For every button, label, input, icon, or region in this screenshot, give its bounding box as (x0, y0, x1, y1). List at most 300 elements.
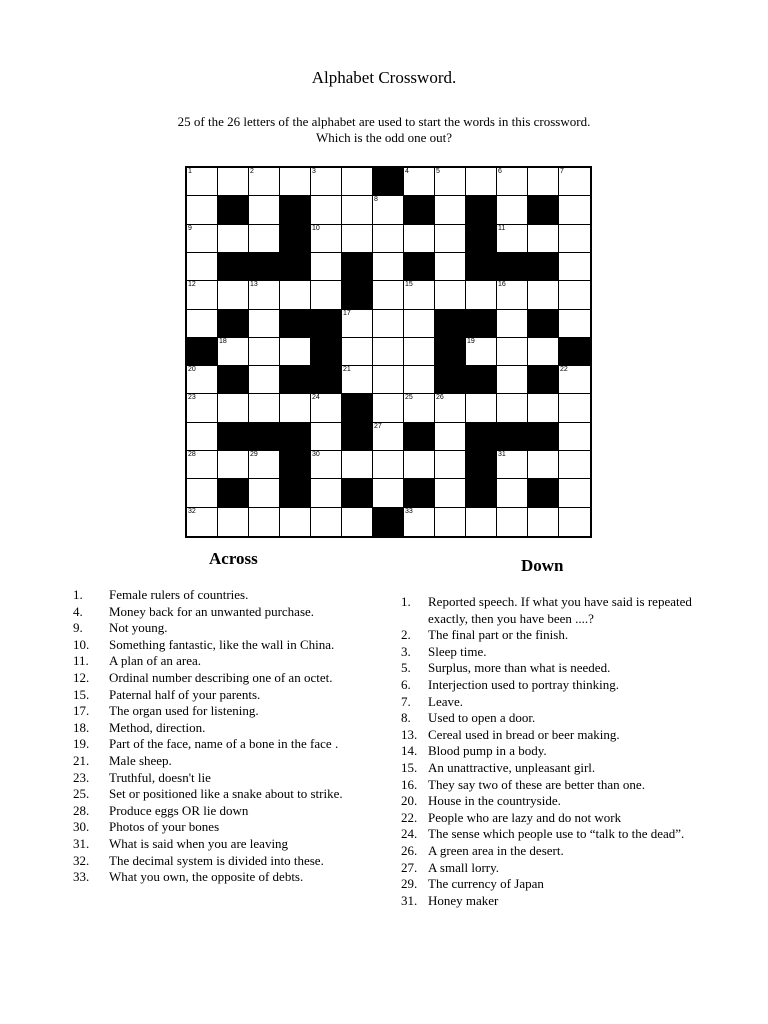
down-clue (401, 743, 701, 760)
grid-block (218, 196, 249, 224)
grid-cell[interactable] (435, 225, 466, 253)
clue-text: Set or positioned like a snake about to strike. (109, 786, 343, 802)
grid-block (218, 310, 249, 338)
grid-cell[interactable] (311, 225, 342, 253)
grid-cell[interactable] (311, 196, 342, 224)
clue-number: 30. (73, 819, 90, 835)
clue-number: 9. (73, 620, 83, 636)
grid-block (435, 338, 466, 366)
grid-cell[interactable] (373, 253, 404, 281)
grid-cell[interactable] (280, 508, 311, 536)
clue-text: The decimal system is divided into these. (109, 852, 324, 868)
grid-cell[interactable] (342, 310, 373, 338)
grid-cell[interactable] (373, 196, 404, 224)
grid-block (311, 366, 342, 394)
clue-number: 25. (73, 786, 90, 802)
across-clue (73, 853, 403, 870)
grid-cell[interactable] (249, 196, 280, 224)
grid-cell[interactable] (249, 366, 280, 394)
grid-block (249, 253, 280, 281)
grid-cell[interactable] (373, 394, 404, 422)
clue-text: Reported speech. If what you have said is repeated exactly, then you have been ....? (428, 594, 692, 626)
grid-cell[interactable] (404, 366, 435, 394)
cell-number: 7 (560, 168, 564, 175)
grid-cell[interactable] (373, 338, 404, 366)
grid-cell[interactable] (559, 168, 590, 196)
clue-number: 1. (401, 594, 411, 609)
down-clue (401, 727, 701, 744)
grid-cell[interactable] (559, 366, 590, 394)
clue-number: 6. (401, 676, 411, 692)
grid-cell[interactable] (280, 338, 311, 366)
clue-number: 32. (73, 852, 90, 868)
grid-cell[interactable] (218, 281, 249, 309)
grid-cell[interactable] (435, 479, 466, 507)
cell-number: 28 (188, 451, 196, 459)
grid-block (404, 423, 435, 451)
grid-cell[interactable] (435, 196, 466, 224)
grid-block (466, 225, 497, 253)
grid-cell[interactable] (466, 338, 497, 366)
clue-number: 2. (401, 627, 411, 643)
clue-text: The currency of Japan (428, 876, 544, 892)
grid-cell[interactable] (497, 168, 528, 196)
cell-number: 15 (405, 281, 413, 289)
grid-cell[interactable] (218, 338, 249, 366)
grid-cell[interactable] (528, 168, 559, 196)
grid-block (466, 196, 497, 224)
cell-number: 24 (312, 394, 320, 402)
cell-number: 8 (374, 196, 378, 204)
cell-number: 18 (219, 337, 227, 345)
clue-text: What is said when you are leaving (109, 835, 289, 851)
across-clue (73, 653, 403, 670)
grid-block (435, 366, 466, 394)
grid-block (280, 196, 311, 224)
clue-text: Male sheep. (109, 752, 172, 768)
grid-block (528, 479, 559, 507)
across-clue (73, 836, 403, 853)
grid-block (342, 423, 373, 451)
grid-cell[interactable] (373, 479, 404, 507)
clue-text: Money back for an unwanted purchase. (109, 603, 315, 619)
grid-cell[interactable] (373, 281, 404, 309)
grid-cell[interactable] (435, 168, 466, 196)
grid-cell[interactable] (373, 366, 404, 394)
grid-cell[interactable] (342, 338, 373, 366)
clue-text: Something fantastic, like the wall in China. (109, 636, 335, 652)
clue-number: 16. (401, 776, 418, 792)
clue-text: House in the countryside. (428, 793, 561, 809)
clue-number: 27. (401, 859, 418, 875)
grid-block (280, 253, 311, 281)
grid-block (373, 508, 404, 536)
grid-cell[interactable] (559, 451, 590, 479)
instructions-line-2: Which is the odd one out? (315, 130, 453, 145)
grid-cell[interactable] (559, 479, 590, 507)
clue-text: Sleep time. (428, 643, 487, 659)
down-clue (401, 760, 701, 777)
grid-block (435, 310, 466, 338)
clue-number: 23. (73, 769, 90, 785)
grid-cell[interactable] (187, 196, 218, 224)
grid-cell[interactable] (466, 394, 497, 422)
clue-text: Surplus, more than what is needed. (428, 660, 611, 676)
across-clue (73, 753, 403, 770)
grid-cell[interactable] (187, 253, 218, 281)
cell-number: 27 (374, 422, 382, 430)
grid-block (528, 253, 559, 281)
grid-block (342, 253, 373, 281)
clue-text: Photos of your bones (109, 819, 220, 835)
grid-cell[interactable] (435, 394, 466, 422)
clue-number: 8. (401, 710, 411, 726)
down-clue (401, 777, 701, 794)
across-clue (73, 620, 403, 637)
grid-cell[interactable] (404, 281, 435, 309)
grid-cell[interactable] (187, 479, 218, 507)
grid-block (404, 479, 435, 507)
grid-cell[interactable] (218, 451, 249, 479)
grid-cell[interactable] (249, 281, 280, 309)
clue-text: People who are lazy and do not work (428, 809, 622, 825)
cell-number: 21 (343, 366, 351, 374)
cell-number: 23 (188, 394, 196, 402)
clue-number: 31. (401, 892, 418, 908)
grid-block (466, 423, 497, 451)
cell-number: 32 (188, 507, 196, 515)
grid-cell[interactable] (559, 394, 590, 422)
clue-text: The final part or the finish. (428, 627, 569, 643)
grid-cell[interactable] (559, 196, 590, 224)
clue-text: Produce eggs OR lie down (109, 802, 249, 818)
grid-cell[interactable] (435, 451, 466, 479)
grid-cell[interactable] (218, 508, 249, 536)
grid-block (311, 338, 342, 366)
cell-number: 3 (312, 168, 316, 175)
grid-cell[interactable] (559, 225, 590, 253)
clue-text: Blood pump in a body. (428, 743, 547, 759)
grid-block (187, 338, 218, 366)
across-clue (73, 670, 403, 687)
grid-block (466, 310, 497, 338)
grid-cell[interactable] (342, 225, 373, 253)
grid-block (280, 479, 311, 507)
grid-cell[interactable] (497, 196, 528, 224)
grid-block (342, 394, 373, 422)
down-clue (401, 876, 701, 893)
cell-number: 31 (498, 451, 506, 459)
grid-cell[interactable] (311, 253, 342, 281)
grid-cell[interactable] (497, 225, 528, 253)
grid-cell[interactable] (435, 281, 466, 309)
across-clue (73, 869, 403, 886)
across-clue (73, 703, 403, 720)
clue-number: 28. (73, 802, 90, 818)
clue-number: 14. (401, 743, 418, 759)
across-clue (73, 604, 403, 621)
grid-cell[interactable] (404, 168, 435, 196)
grid-cell[interactable] (404, 338, 435, 366)
grid-cell[interactable] (559, 310, 590, 338)
grid-cell[interactable] (311, 168, 342, 196)
grid-block (528, 310, 559, 338)
grid-block (311, 310, 342, 338)
across-clue (73, 770, 403, 787)
grid-cell[interactable] (311, 394, 342, 422)
grid-cell[interactable] (528, 394, 559, 422)
clue-text: An unattractive, unpleasant girl. (428, 759, 596, 775)
grid-block (404, 196, 435, 224)
down-clue (401, 843, 701, 860)
grid-cell[interactable] (497, 366, 528, 394)
clue-number: 11. (73, 653, 89, 669)
grid-block (404, 253, 435, 281)
grid-cell[interactable] (497, 310, 528, 338)
grid-block (497, 253, 528, 281)
grid-cell[interactable] (342, 168, 373, 196)
clue-number: 12. (73, 669, 90, 685)
down-clue (401, 694, 701, 711)
clue-text: A plan of an area. (109, 653, 202, 669)
grid-cell[interactable] (373, 451, 404, 479)
grid-cell[interactable] (466, 508, 497, 536)
clue-text: They say two of these are better than one. (428, 776, 645, 792)
grid-cell[interactable] (373, 225, 404, 253)
grid-cell[interactable] (342, 366, 373, 394)
clue-text: Interjection used to portray thinking. (428, 676, 619, 692)
grid-cell[interactable] (497, 479, 528, 507)
grid-cell[interactable] (249, 451, 280, 479)
down-clue (401, 594, 701, 627)
cell-number: 1 (188, 168, 192, 175)
grid-cell[interactable] (528, 508, 559, 536)
grid-cell[interactable] (404, 451, 435, 479)
down-clue (401, 810, 701, 827)
clue-text: What you own, the opposite of debts. (109, 869, 304, 885)
grid-cell[interactable] (342, 196, 373, 224)
grid-cell[interactable] (497, 394, 528, 422)
grid-block (280, 310, 311, 338)
cell-number: 29 (250, 451, 258, 459)
cell-number: 4 (405, 168, 409, 175)
grid-cell[interactable] (342, 508, 373, 536)
grid-cell[interactable] (187, 281, 218, 309)
cell-number: 6 (498, 168, 502, 175)
grid-cell[interactable] (528, 225, 559, 253)
cell-number: 9 (188, 224, 192, 232)
clue-text: A green area in the desert. (428, 842, 564, 858)
down-clue (401, 826, 701, 843)
grid-cell[interactable] (187, 451, 218, 479)
clue-number: 22. (401, 809, 418, 825)
grid-cell[interactable] (404, 225, 435, 253)
cell-number: 19 (467, 337, 475, 345)
grid-block (466, 479, 497, 507)
grid-cell[interactable] (435, 423, 466, 451)
across-clue (73, 736, 403, 753)
grid-cell[interactable] (528, 451, 559, 479)
grid-cell[interactable] (497, 281, 528, 309)
grid-cell[interactable] (187, 168, 218, 196)
grid-cell[interactable] (497, 451, 528, 479)
page-title: Alphabet Crossword. (311, 68, 457, 87)
grid-block (497, 423, 528, 451)
grid-cell[interactable] (249, 394, 280, 422)
cell-number: 13 (250, 281, 258, 289)
grid-cell[interactable] (218, 225, 249, 253)
clue-number: 21. (73, 752, 90, 768)
clue-text: Leave. (428, 693, 464, 709)
across-heading: Across (209, 549, 258, 568)
grid-cell[interactable] (404, 310, 435, 338)
grid-cell[interactable] (311, 508, 342, 536)
clue-number: 5. (401, 660, 411, 676)
cell-number: 14 (343, 281, 351, 289)
grid-cell[interactable] (280, 394, 311, 422)
grid-cell[interactable] (497, 508, 528, 536)
cell-number: 22 (560, 366, 568, 374)
cell-number: 2 (250, 168, 254, 175)
grid-block (373, 168, 404, 196)
down-clue (401, 793, 701, 810)
down-heading: Down (521, 556, 564, 575)
grid-cell[interactable] (249, 310, 280, 338)
cell-number: 11 (498, 224, 506, 232)
grid-cell[interactable] (311, 479, 342, 507)
grid-block (218, 423, 249, 451)
down-clue (401, 860, 701, 877)
across-clue (73, 637, 403, 654)
grid-cell[interactable] (218, 168, 249, 196)
clue-text: Part of the face, name of a bone in the face . (109, 736, 339, 752)
grid-block (466, 366, 497, 394)
cell-number: 20 (188, 366, 196, 374)
across-clue (73, 587, 403, 604)
down-clue (401, 660, 701, 677)
grid-block (466, 253, 497, 281)
across-clue (73, 786, 403, 803)
clue-text: The sense which people use to “talk to the dead”. (428, 826, 685, 842)
grid-block (528, 423, 559, 451)
clue-number: 19. (73, 736, 90, 752)
cell-number: 26 (436, 394, 444, 402)
cell-number: 16 (498, 281, 506, 289)
grid-cell[interactable] (311, 451, 342, 479)
grid-block (280, 366, 311, 394)
down-clue (401, 710, 701, 727)
cell-number: 25 (405, 394, 413, 402)
down-clue (401, 893, 701, 910)
clue-number: 3. (401, 643, 411, 659)
crossword-grid (185, 166, 592, 538)
grid-cell[interactable] (435, 253, 466, 281)
grid-cell[interactable] (187, 508, 218, 536)
grid-cell[interactable] (187, 394, 218, 422)
grid-cell[interactable] (373, 423, 404, 451)
instructions (0, 114, 768, 146)
grid-cell[interactable] (497, 338, 528, 366)
grid-cell[interactable] (280, 168, 311, 196)
clue-number: 33. (73, 869, 90, 885)
grid-cell[interactable] (187, 366, 218, 394)
grid-cell[interactable] (280, 281, 311, 309)
cell-number: 33 (405, 507, 413, 515)
down-clue-list (401, 594, 701, 909)
grid-block (218, 479, 249, 507)
clue-text: Cereal used in bread or beer making. (428, 726, 620, 742)
down-clue (401, 627, 701, 644)
grid-block (559, 338, 590, 366)
across-clue (73, 687, 403, 704)
grid-cell[interactable] (249, 508, 280, 536)
grid-cell[interactable] (311, 423, 342, 451)
grid-cell[interactable] (559, 508, 590, 536)
grid-cell[interactable] (342, 451, 373, 479)
grid-cell[interactable] (249, 479, 280, 507)
clue-number: 10. (73, 636, 90, 652)
grid-block (466, 451, 497, 479)
clue-text: Truthful, doesn't lie (109, 769, 211, 785)
cell-number: 12 (188, 281, 196, 289)
clue-text: Female rulers of countries. (109, 587, 249, 602)
grid-cell[interactable] (249, 168, 280, 196)
cell-number: 17 (343, 309, 351, 317)
clue-number: 4. (73, 603, 83, 619)
grid-block (249, 423, 280, 451)
grid-cell[interactable] (404, 508, 435, 536)
grid-block (528, 196, 559, 224)
cell-number: 30 (312, 451, 320, 459)
clue-text: Not young. (109, 620, 168, 636)
grid-cell[interactable] (435, 508, 466, 536)
grid-cell[interactable] (404, 394, 435, 422)
clue-number: 29. (401, 876, 418, 892)
grid-cell[interactable] (528, 281, 559, 309)
grid-cell[interactable] (373, 310, 404, 338)
grid-block (528, 366, 559, 394)
clue-number: 18. (73, 719, 90, 735)
grid-cell[interactable] (249, 225, 280, 253)
clue-number: 15. (73, 686, 90, 702)
grid-cell[interactable] (249, 338, 280, 366)
grid-cell[interactable] (559, 423, 590, 451)
across-clue (73, 819, 403, 836)
instructions-line-1: 25 of the 26 letters of the alphabet are used to start the words in this crossword. (177, 114, 591, 129)
down-clue (401, 644, 701, 661)
across-clue (73, 720, 403, 737)
grid-cell[interactable] (187, 310, 218, 338)
clue-number: 7. (401, 693, 411, 709)
grid-block (280, 225, 311, 253)
grid-cell[interactable] (218, 394, 249, 422)
grid-cell[interactable] (466, 168, 497, 196)
across-clue (73, 803, 403, 820)
grid-cell[interactable] (528, 338, 559, 366)
grid-cell[interactable] (187, 423, 218, 451)
clue-text: Method, direction. (109, 719, 206, 735)
grid-cell[interactable] (559, 253, 590, 281)
grid-block (218, 366, 249, 394)
down-clue (401, 677, 701, 694)
grid-cell[interactable] (187, 225, 218, 253)
grid-cell[interactable] (466, 281, 497, 309)
clue-text: A small lorry. (428, 859, 500, 875)
grid-cell[interactable] (559, 281, 590, 309)
grid-cell[interactable] (311, 281, 342, 309)
cell-number: 10 (312, 224, 320, 232)
clue-text: The organ used for listening. (109, 703, 259, 719)
